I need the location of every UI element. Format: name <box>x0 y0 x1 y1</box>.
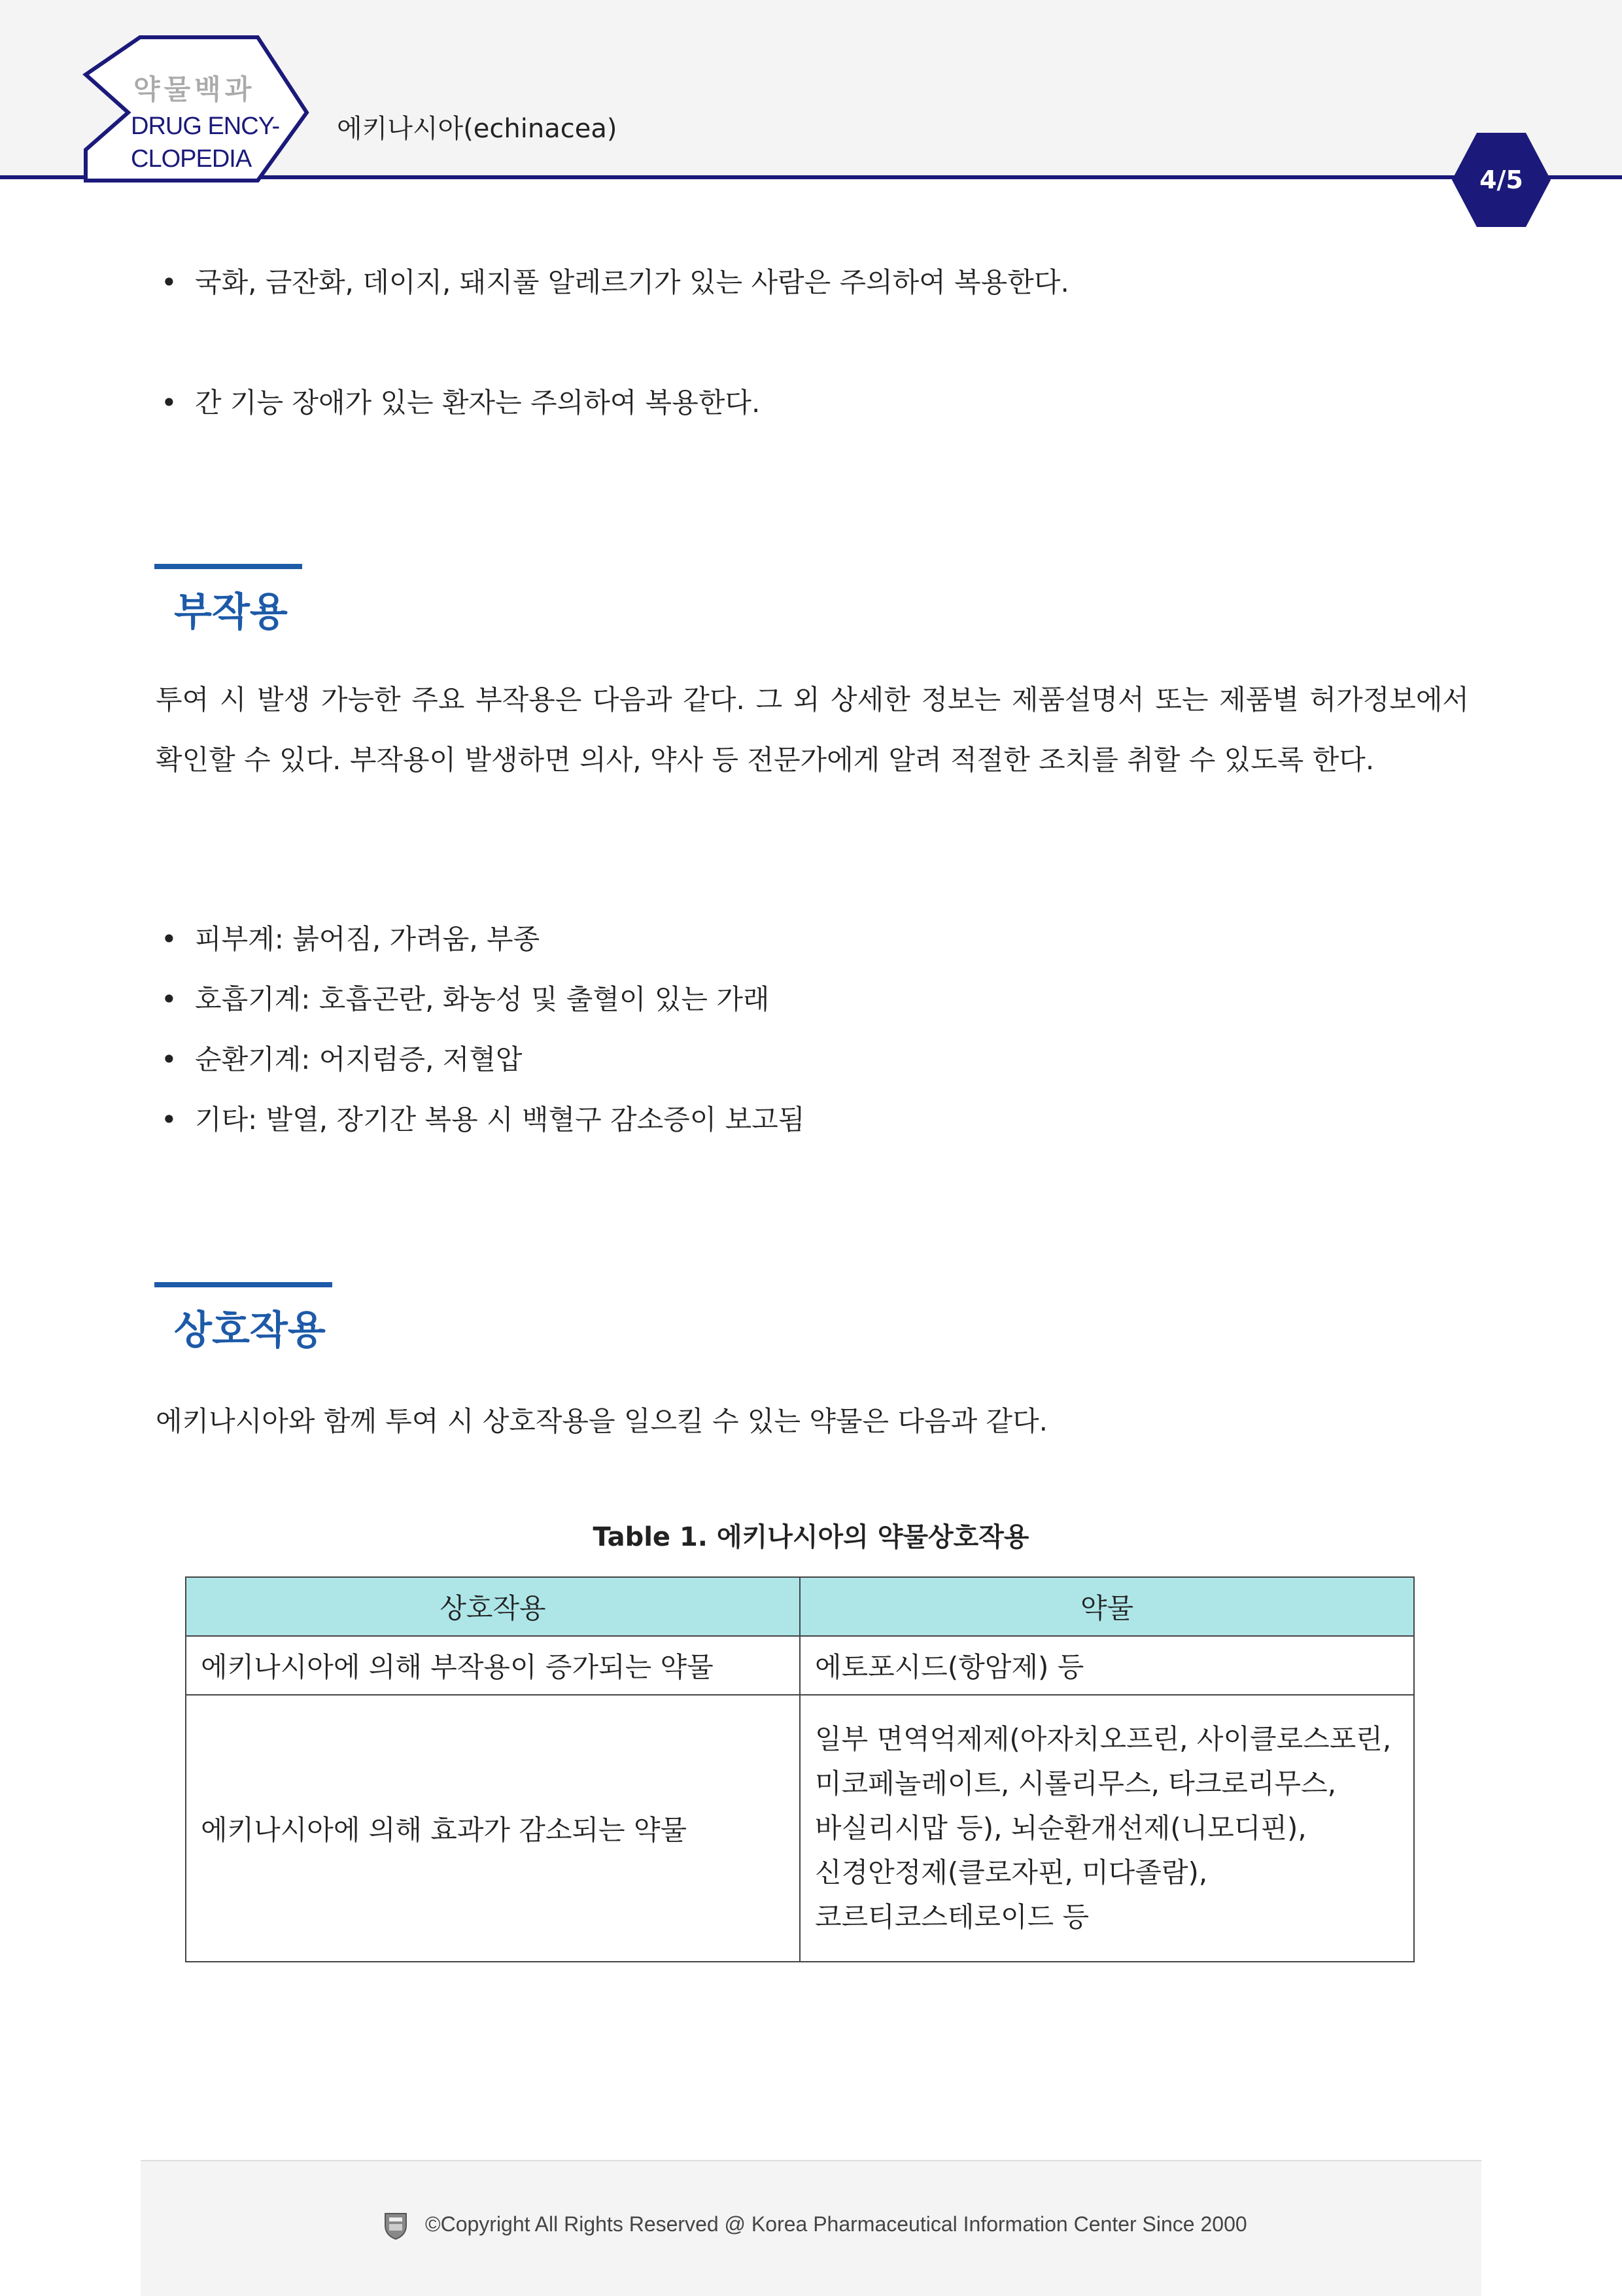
column-header-drugs: 약물 <box>800 1577 1414 1636</box>
side-effects-list <box>157 909 804 1150</box>
logo-korean: 약물백과 <box>133 73 256 105</box>
table-header-row <box>186 1577 1414 1636</box>
logo-english-line2: CLOPEDIA <box>131 145 252 173</box>
list-item: • 기타: 발열, 장기간 복용 시 백혈구 감소증이 보고됨 <box>161 1104 805 1136</box>
table-caption: Table 1. 에키나시아의 약물상호작용 <box>593 1522 1029 1552</box>
table-row <box>186 1636 1414 1695</box>
list-item: • 간 기능 장애가 있는 환자는 주의하여 복용한다. <box>161 387 761 419</box>
table-cell-interaction: 에키나시아에 의해 부작용이 증가되는 약물 <box>186 1636 800 1695</box>
caution-list <box>157 252 1069 313</box>
caution-list-2 <box>157 373 760 433</box>
list-item: • 피부계: 붉어짐, 가려움, 부종 <box>161 923 540 955</box>
list-item: • 호흡기계: 호흡곤란, 화농성 및 출혈이 있는 가래 <box>161 983 770 1015</box>
section-accent-bar <box>154 1282 332 1287</box>
table-cell-drugs: 에토포시드(항암제) 등 <box>800 1636 1414 1695</box>
table-row <box>186 1695 1414 1962</box>
section-accent-bar <box>154 564 302 569</box>
logo-english-line1: DRUG ENCY- <box>131 113 280 140</box>
interactions-intro: 에키나시아와 함께 투여 시 상호작용을 일으킬 수 있는 약물은 다음과 같다. <box>156 1405 1048 1437</box>
list-item: • 국화, 금잔화, 데이지, 돼지풀 알레르기가 있는 사람은 주의하여 복용한다. <box>161 266 1069 298</box>
interactions-table <box>185 1576 1415 1962</box>
table-cell-interaction: 에키나시아에 의해 효과가 감소되는 약물 <box>186 1695 800 1962</box>
page-title: 에키나시아(echinacea) <box>337 114 617 144</box>
section-heading-side-effects: 부작용 <box>174 589 288 635</box>
crest-icon <box>383 2211 409 2240</box>
table-cell-drugs: 일부 면역억제제(아자치오프린, 사이클로스포린, 미코페놀레이트, 시롤리무스, 타크로리무스, 바실리시맙 등), 뇌순환개선제(니모디핀), 신경안정제(클로자핀, 미다졸람), 코르티코스테로이드 등 <box>800 1695 1414 1962</box>
section-heading-interactions: 상호작용 <box>174 1308 326 1353</box>
page-number: 4/5 <box>1479 165 1523 194</box>
column-header-interaction: 상호작용 <box>186 1577 800 1636</box>
footer-copyright: ©Copyright All Rights Reserved @ Korea Pharmaceutical Information Center Since 2000 <box>425 2212 1247 2236</box>
side-effects-intro: 투여 시 발생 가능한 주요 부작용은 다음과 같다. 그 외 상세한 정보는 제품설명서 또는 제품별 허가정보에서 확인할 수 있다. 부작용이 발생하면 의사, 약사 등 전문가에게 알려 적절한 조치를 취할 수 있도록 한다. <box>156 684 1469 776</box>
list-item: • 순환기계: 어지럼증, 저혈압 <box>161 1043 523 1075</box>
logo-english <box>131 110 279 175</box>
